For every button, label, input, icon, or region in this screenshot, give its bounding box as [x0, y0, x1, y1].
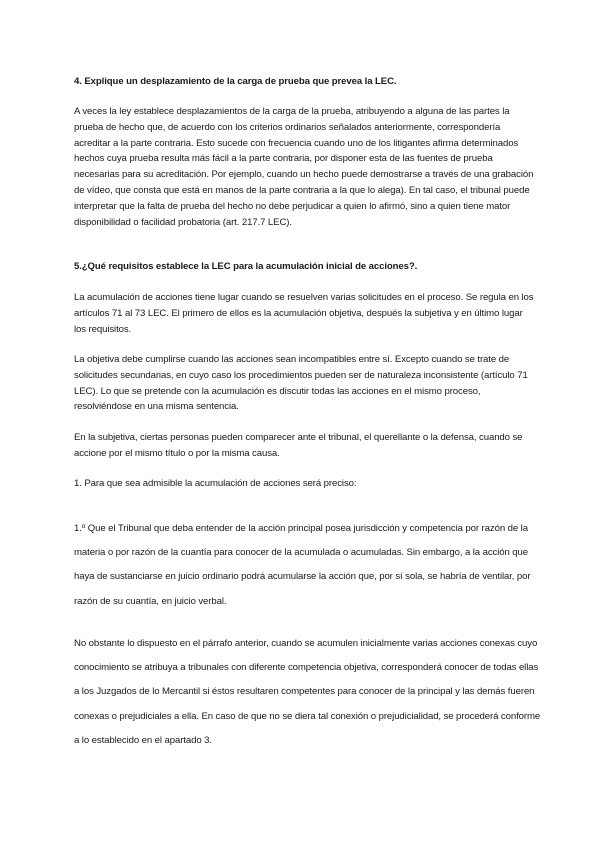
question-4-answer-paragraph: A veces la ley establece desplazamientos de la carga de la prueba, atribuyendo a alguna de las partes la prueba de hecho que, de acuerdo con los criterios ordinarios señalados anteriormente, correspondería acreditar a la parte contraria. Esto sucede con frecuencia cuando uno de los litigantes afirma determinados hechos cuya prueba resulta más fácil a la parte contraria, por disponer esta de las fuentes de prueba necesarias para su acreditación. Por ejemplo, cuando un hecho puede demostrarse a través de una grabación de vídeo, que consta que está en manos de la parte contraria a la que lo alega). En tal caso, el tribunal puede interpretar que la falta de prueba del hecho no debe perjudicar a quien lo afirmó, sino a quien tiene mator disponibilidad o facilidad probatoria (art. 217.7 LEC).: [74, 106, 534, 228]
requirement-1-paragraph: 1.º Que el Tribunal que deba entender de la acción principal posea jurisdicción y competencia por razón de la materia o por razón de la cuantía para conocer de la acumulada o acumuladas. Sin embargo, a la acción que haya de sustanciarse en juicio ordinario podrá acumularse la acción que, por sí sola, se habría de ventilar, por razón de su cuantía, en juicio verbal.: [74, 523, 531, 607]
answer-paragraph-objective: La objetiva debe cumplirse cuando las acciones sean incompatibles entre sí. Excepto cuando se trate de solicitudes secundarias, en cuyo caso los procedimientos pueden ser de naturaleza inconsistente (artículo 71 LEC). Lo que se pretende con la acumulación es discutir todas las acciones en el mismo proceso, resolviéndose en una misma sentencia.: [74, 354, 528, 413]
exception-paragraph: No obstante lo dispuesto en el párrafo anterior, cuando se acumulen inicialmente varias acciones conexas cuyo conocimiento se atribuya a tribunales con diferente competencia objetiva, corresponderá conocer de todas ellas a los Juzgados de lo Mercantil si éstos resultaren competentes para conocer de la principal y las demás fueren conexas o prejudiciales a ella. En caso de que no se diera tal conexión o prejudicialidad, se procederá conforme a lo establecido en el apartado 3.: [74, 638, 541, 746]
question-5-heading: 5.¿Qué requisitos establece la LEC para la acumulación inicial de acciones?.: [74, 261, 418, 272]
answer-paragraph-intro: La acumulación de acciones tiene lugar cuando se resuelven varias solicitudes en el proceso. Se regula en los artículos 71 al 73 LEC. El primero de ellos es la acumulación objetiva, después la subjetiva y en último lugar los requisitos.: [74, 292, 534, 335]
answer-paragraph-subjective: En la subjetiva, ciertas personas pueden comparecer ante el tribunal, el querellante o la defensa, cuando se accione por el mismo título o por la misma causa.: [74, 432, 523, 459]
question-4-heading: 4. Explique un desplazamiento de la carga de prueba que prevea la LEC.: [74, 76, 397, 87]
requirements-intro: 1. Para que sea admisible la acumulación de acciones será preciso:: [74, 478, 357, 489]
